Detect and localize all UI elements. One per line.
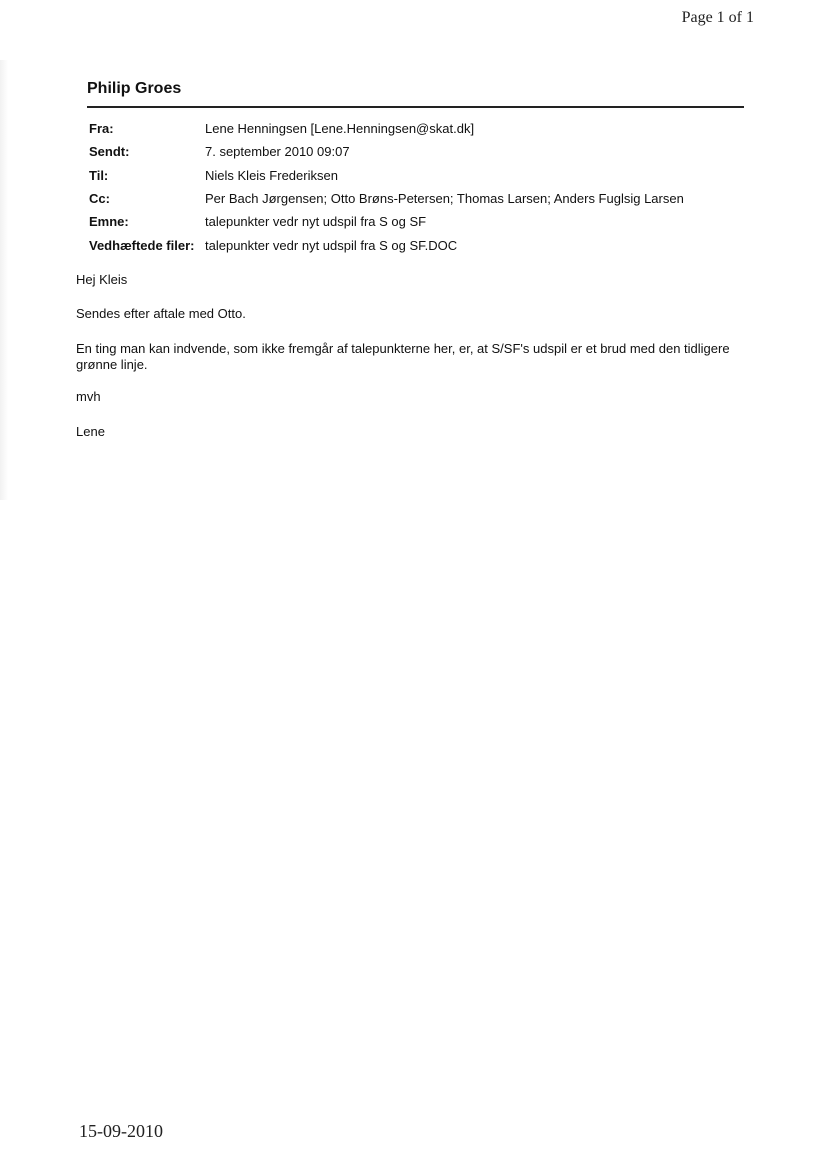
greeting: Hej Kleis <box>76 272 128 287</box>
header-row <box>89 164 684 187</box>
header-label: Cc: <box>89 191 110 207</box>
header-row <box>89 233 684 256</box>
scan-shadow <box>0 60 8 500</box>
header-value: talepunkter vedr nyt udspil fra S og SF <box>205 214 427 230</box>
header-row <box>89 187 684 210</box>
header-label: Emne: <box>89 214 129 230</box>
body-line-2: En ting man kan indvende, som ikke fremgår af talepunkterne her, er, at S/SF's udspil er et brud med den tidligere grønne linje. <box>76 341 730 372</box>
header-value: Lene Henningsen [Lene.Henningsen@skat.dk] <box>205 121 475 137</box>
body-line-1: Sendes efter aftale med Otto. <box>76 306 246 321</box>
header-divider <box>87 106 744 108</box>
closing: mvh <box>76 389 101 404</box>
signature: Lene <box>76 424 105 439</box>
header-label: Fra: <box>89 121 114 137</box>
header-value: Niels Kleis Frederiksen <box>205 167 338 183</box>
sender-name-heading: Philip Groes <box>87 80 182 97</box>
header-value: 7. september 2010 09:07 <box>205 144 350 160</box>
header-value: Per Bach Jørgensen; Otto Brøns-Petersen; Thomas Larsen; Anders Fuglsig Larsen <box>205 191 684 207</box>
header-label: Til: <box>89 167 109 183</box>
header-row <box>89 210 684 233</box>
header-value: talepunkter vedr nyt udspil fra S og SF.DOC <box>205 237 458 253</box>
email-header-table <box>89 117 684 257</box>
footer-date: 15-09-2010 <box>79 1121 163 1141</box>
page-number: Page 1 of 1 <box>681 9 754 26</box>
header-label: Vedhæftede filer: <box>89 237 195 253</box>
header-row <box>89 117 684 140</box>
header-label: Sendt: <box>89 144 130 160</box>
header-row <box>89 140 684 163</box>
